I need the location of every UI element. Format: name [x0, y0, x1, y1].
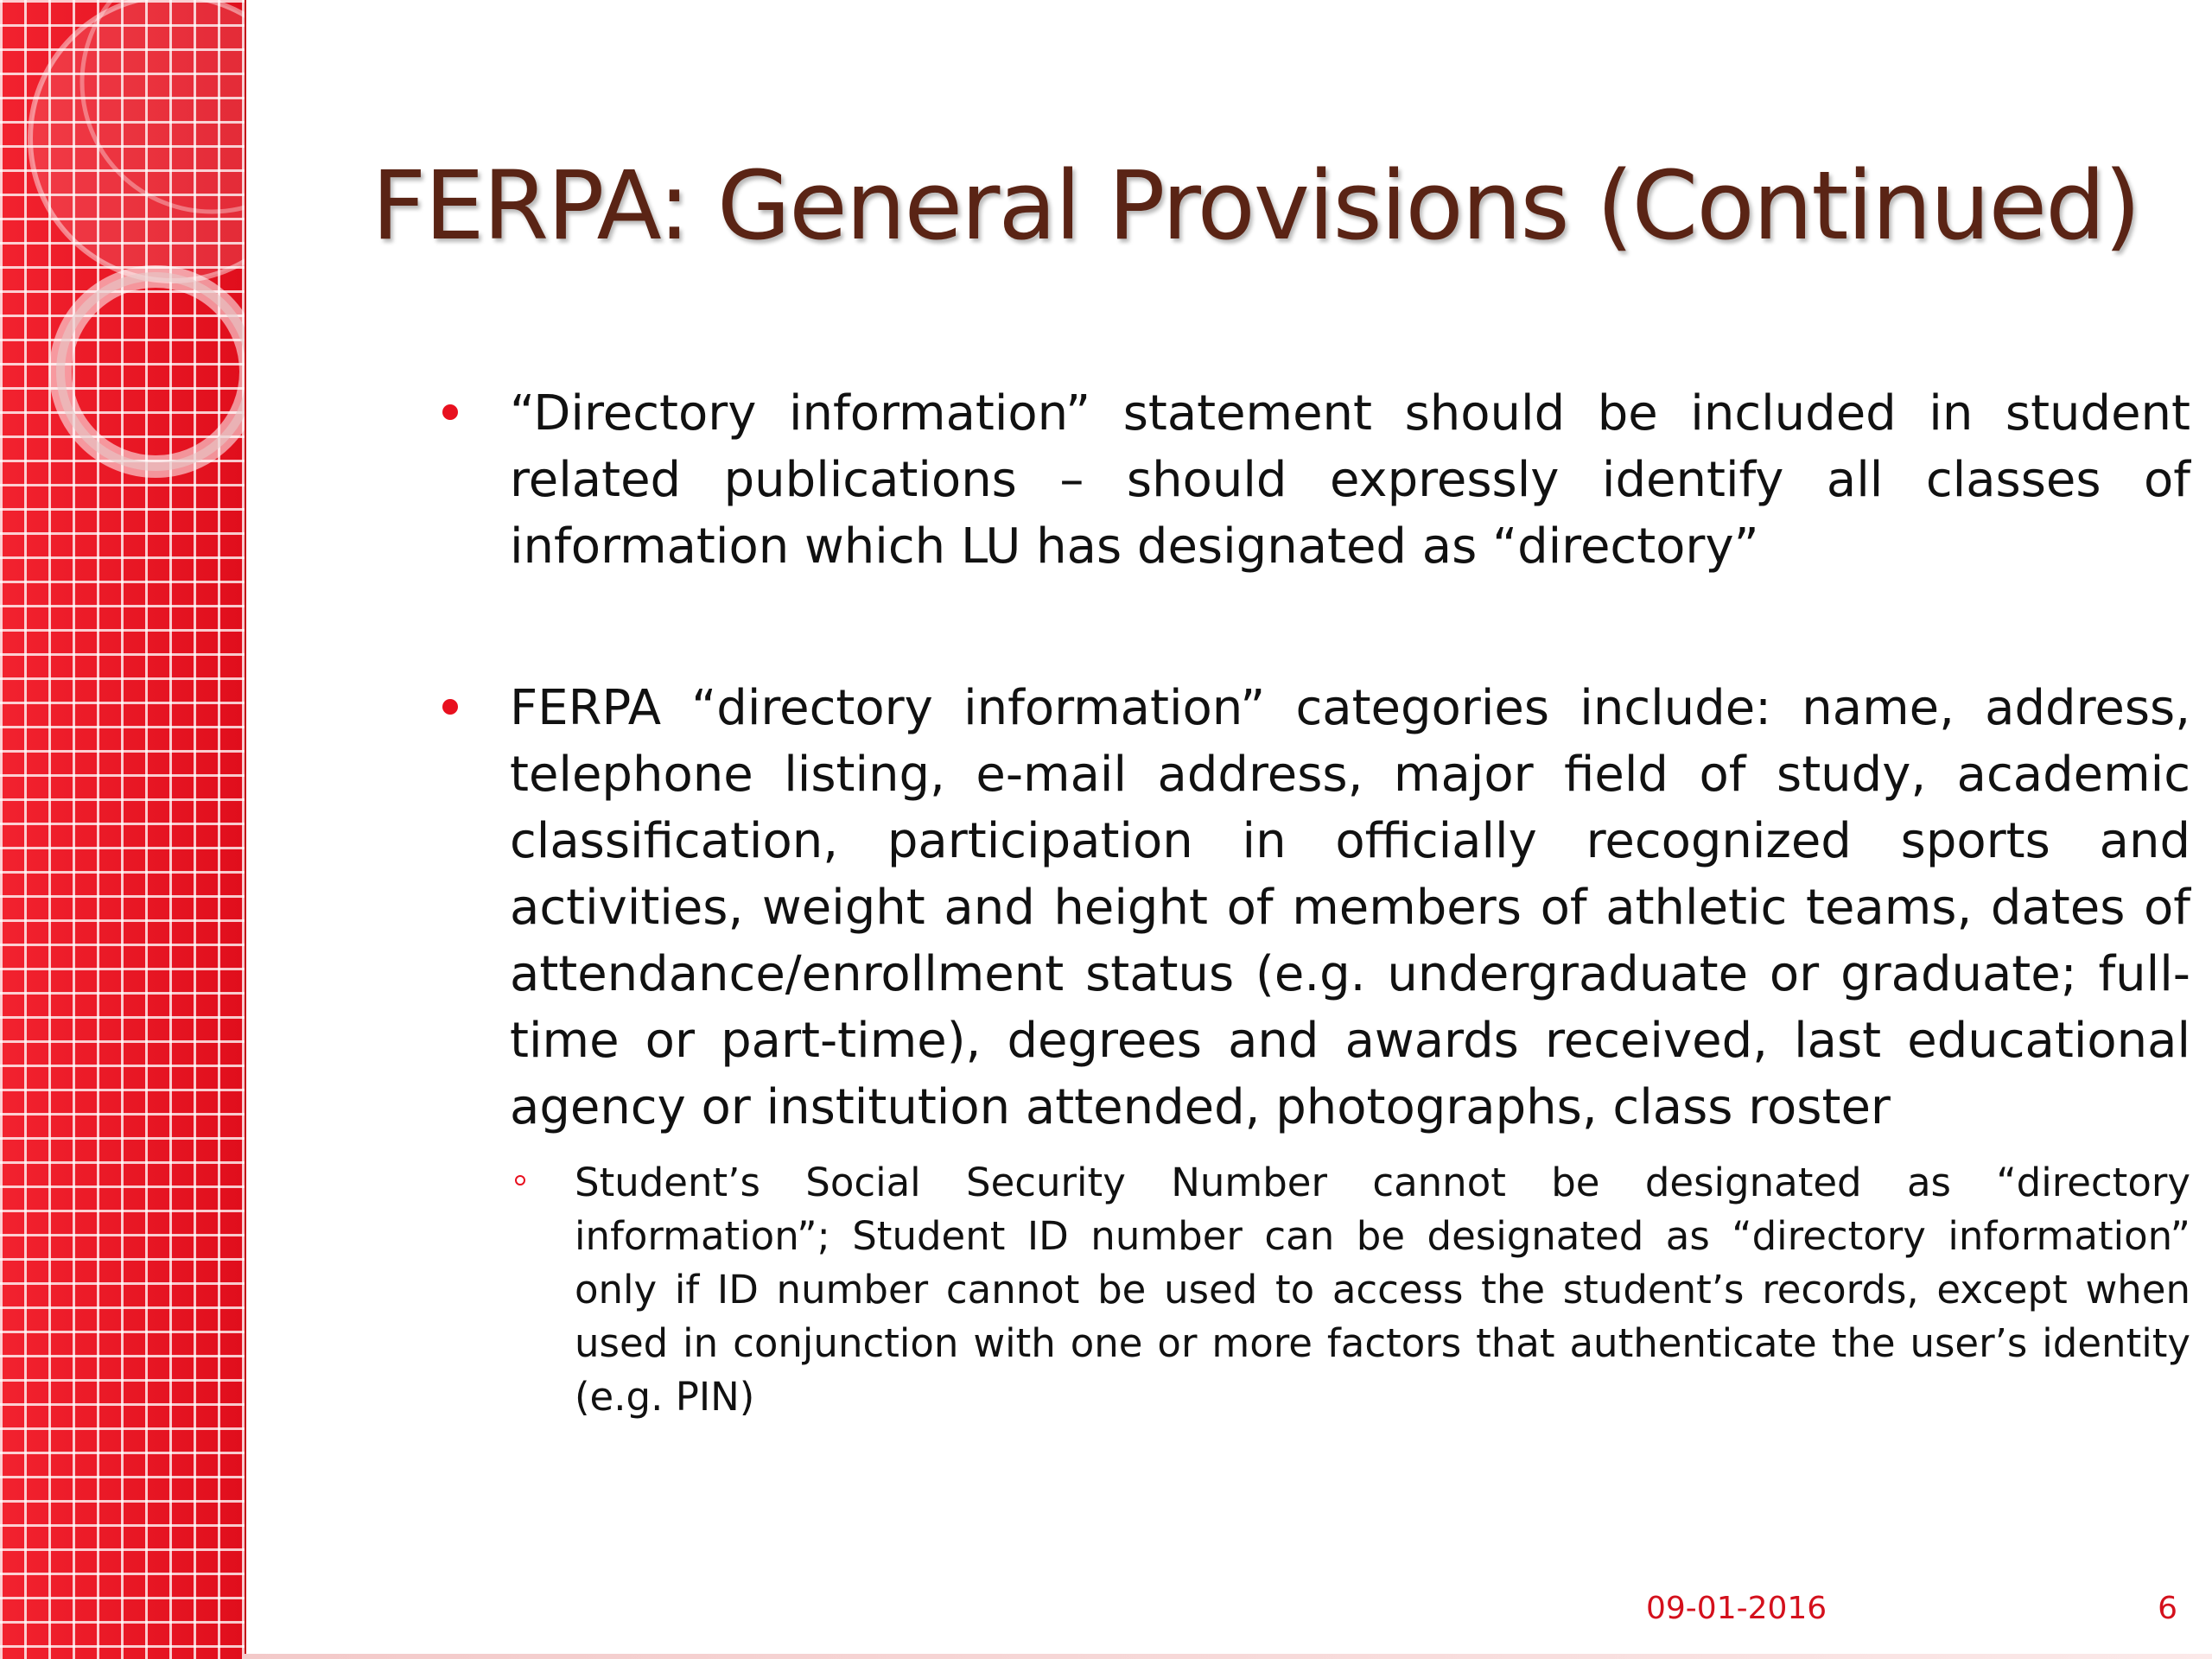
hollow-circle-bullet-icon — [515, 1175, 525, 1185]
slide-content — [432, 380, 2190, 1424]
sub-bullet-text-1: Student’s Social Security Number cannot be designated as “directory information”; Student ID number can be designated as “directory information” only if ID number cannot be used to access the student’s records, except when used in conjunction with one or more factors that authenticate the user’s identity (e.g. PIN) — [575, 1160, 2190, 1420]
slide-title: FERPA: General Provisions (Continued) — [372, 150, 2139, 261]
deco-circle-large — [30, 0, 245, 281]
decorative-circles — [0, 0, 245, 1659]
bullet-dot-icon — [442, 404, 458, 420]
bottom-rule — [245, 1654, 2212, 1659]
bullet-text-1: “Directory information” statement should be included in student related publications – should expressly identify all classes of information which LU has designated as “directory” — [510, 385, 2190, 575]
bullet-item-1 — [432, 380, 2190, 580]
bullet-text-2: FERPA “directory information” categories include: name, address, telephone listing, e-mail address, major field of study, academic classification, participation in officially recognized sports and activities, weight and height of members of athletic teams, dates of attendance/enrollment status (e.g. undergraduate or graduate; full-time or part-time), degrees and awards received, last educational agency or institution attended, photographs, class roster — [510, 680, 2190, 1135]
sub-bullet-item-1 — [510, 1156, 2190, 1424]
bullet-item-2 — [432, 675, 2190, 1141]
footer-date: 09-01-2016 — [1646, 1591, 1827, 1626]
footer-page-number: 6 — [2158, 1591, 2177, 1626]
bullet-dot-icon — [442, 699, 458, 715]
